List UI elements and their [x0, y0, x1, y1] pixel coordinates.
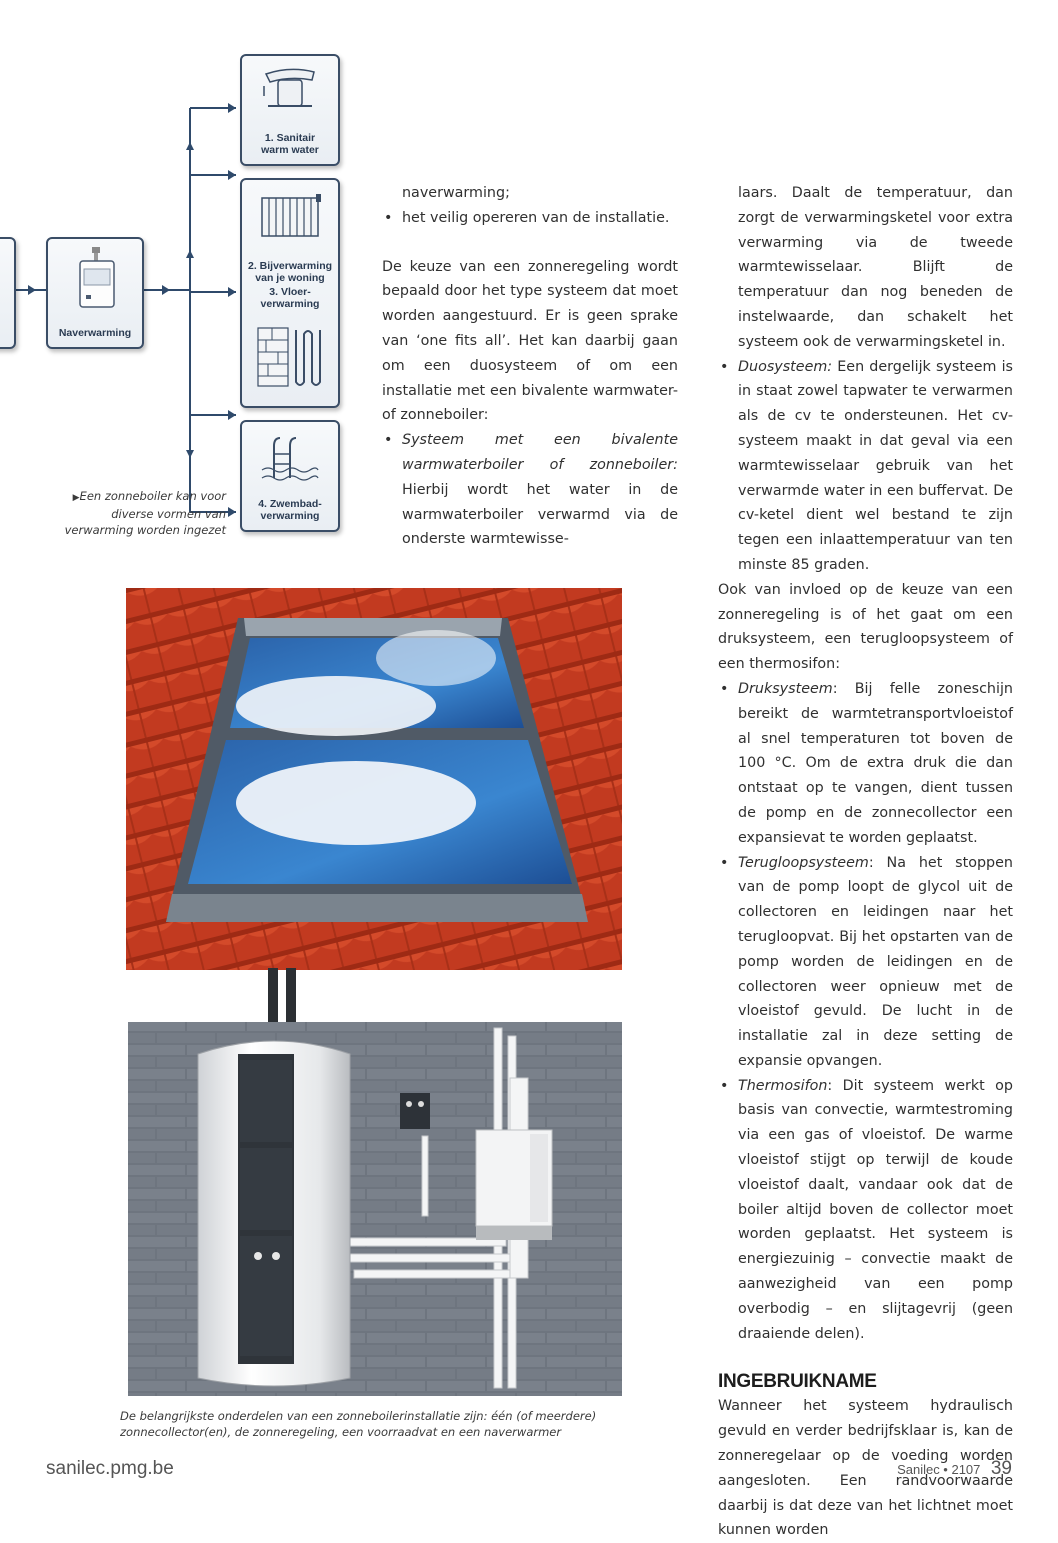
text-column-2	[718, 181, 1013, 1543]
diagram-output-sanitair	[240, 54, 340, 166]
col2-final-paragraph: Wanneer het systeem hydraulisch gevuld en verder bedrijfsklaar is, kan de zonneregelaar op de voeding worden aangesloten. Een randvoorwaarde daarbij is dat deze van het lichtnet moet kunnen worden	[718, 1398, 1013, 1539]
caption-arrow-icon: ▶	[72, 493, 80, 503]
bullet-icon: •	[720, 854, 729, 871]
output-2-line3: 3. Vloer-	[269, 286, 311, 298]
col1-bullet-safety-text: het veilig opereren van de installatie.	[402, 209, 670, 226]
naverwarming-label: Naverwarming	[58, 327, 132, 339]
pool-ladder-icon	[260, 434, 320, 486]
col1-bullet-bivalent-term: Systeem met een bivalente warmwaterboiler of zonneboiler:	[402, 432, 678, 473]
col2-bullet-duosysteem-term: Duosysteem:	[738, 358, 833, 375]
col2-paragraph: Ook van invloed op de keuze van een zonneregeling is of het gaat om een druksysteem, een terugloopsysteem of een thermosifon:	[718, 581, 1013, 673]
col2-bullet-duosysteem-text: Een dergelijk systeem is in staat zowel tapwater te verwarmen als de cv te ondersteunen. Het cv-systeem maakt in dat geval via een warmtewisselaar gebruik van het verwarmde water in een buffervat. De cv-ketel dient wel bestand te zijn tegen een inlaattemperatuur van ten minste 85 graden.	[738, 358, 1013, 573]
col2-bullet-thermosifon-text: : Dit systeem werkt op basis van convectie, warmtestroming via een gas of vloeistof. De warme vloeistof stijgt op terwijl de koude vloeistof daalt, vandaar ook dat de boiler altijd boven de collector moet worden geplaatst. Het systeem is energiezuinig – convectie maakt de aanwezigheid van een pomp overbodig – en slijtagevrij (geen draaiende delen).	[738, 1077, 1013, 1342]
col1-paragraph: De keuze van een zonneregeling wordt bepaald door het type systeem dat moet worden aangestuurd. Er is geen sprake van ‘one fits all’. Het kan daarbij gaan om een duosysteem of om een installatie met een bivalente warmwater- of zonneboiler:	[382, 258, 678, 424]
footer-issue: Sanilec • 2107	[897, 1462, 981, 1477]
output-4-line1: 4. Zwembad-	[258, 498, 322, 510]
col2-bullet-druksysteem-text: : Bij felle zoneschijn bereikt de warmtetransportvloeistof al snel temperaturen tot boven de 100 °C. Om de extra druk die dan ontstaat op te vangen, dient tussen de pomp en de zonnecollector een expansievat te worden geplaatst.	[738, 680, 1013, 846]
col2-bullet-thermosifon-term: Thermosifon	[738, 1077, 828, 1094]
col2-bullet-terugloop	[718, 851, 1013, 1074]
output-1-line2: warm water	[261, 144, 319, 156]
col2-bullet-druksysteem-term: Druksysteem	[738, 680, 833, 697]
col2-continuation: laars. Daalt de temperatuur, dan zorgt de verwarmingsketel voor extra verwarming via de tweede warmtewisselaar. Blijft de temperatuur dan nog beneden de instelwaarde, dan schakelt het systeem ook de verwarmingsketel in.	[738, 185, 1013, 350]
output-2-line4: verwarming	[260, 298, 320, 310]
col2-bullet-duosysteem	[718, 355, 1013, 578]
floor-heating-icon	[256, 326, 326, 390]
bullet-icon: •	[384, 432, 393, 449]
footer-page-number: 39	[990, 1458, 1012, 1479]
boiler-icon	[78, 247, 118, 309]
diagram-caption-line1: Een zonneboiler kan voor	[79, 489, 226, 503]
col1-bullet-safety	[382, 206, 678, 231]
photo-caption-line1: De belangrijkste onderdelen van een zonneboilerinstallatie zijn: één (of meerdere)	[120, 1409, 597, 1423]
col1-bullet-bivalent-text: Hierbij wordt het water in de warmwaterboiler verwarmd via de onderste warmtewisse-	[402, 481, 678, 548]
faucet-icon	[260, 66, 320, 114]
footer-page-info	[897, 1458, 1012, 1480]
col2-bullet-terugloop-text: : Na het stoppen van de pomp loopt de glycol uit de collectoren en leidingen naar het terugloopvat. Bij het opstarten van de pomp worden de leidingen en de collectoren weer opnieuw met de vloeistof gevuld. De lucht in de installatie zal in deze setting de expansie opvangen.	[738, 854, 1013, 1069]
col2-bullet-druksysteem	[718, 677, 1013, 851]
diagram-caption-line3: verwarming worden ingezet	[64, 523, 226, 537]
output-1-line1: 1. Sanitair	[264, 132, 316, 144]
diagram-output-zwembad	[240, 420, 340, 532]
col2-bullet-terugloop-term: Terugloopsysteem	[738, 854, 869, 871]
diagram-source-box	[0, 237, 16, 349]
output-2-line2: van je woning	[255, 272, 325, 284]
diagram-naverwarming-box	[46, 237, 144, 349]
bullet-icon: •	[720, 1077, 729, 1094]
solar-installation-illustration	[126, 588, 622, 1396]
col1-bullet-bivalent	[382, 428, 678, 552]
photo-caption-line2: zonnecollector(en), de zonneregeling, een voorraadvat en een naverwarmer	[120, 1425, 562, 1439]
col2-bullet-thermosifon	[718, 1074, 1013, 1347]
bullet-icon: •	[720, 358, 729, 375]
output-2-line1: 2. Bijverwarming	[247, 260, 333, 272]
diagram-caption	[56, 488, 226, 538]
diagram-output-verwarming	[240, 178, 340, 408]
text-column-1	[382, 181, 678, 552]
section-heading: INGEBRUIKNAME	[718, 1371, 877, 1393]
diagram-caption-line2: diverse vormen van	[111, 507, 226, 521]
footer-website-link[interactable]: sanilec.pmg.be	[46, 1458, 174, 1479]
bullet-icon: •	[720, 680, 729, 697]
radiator-icon	[260, 194, 322, 240]
installation-photo	[126, 588, 622, 1396]
output-4-line2: verwarming	[260, 510, 320, 522]
bullet-icon: •	[384, 209, 393, 226]
col1-continuation: naverwarming;	[402, 185, 510, 201]
photo-caption	[120, 1408, 600, 1440]
